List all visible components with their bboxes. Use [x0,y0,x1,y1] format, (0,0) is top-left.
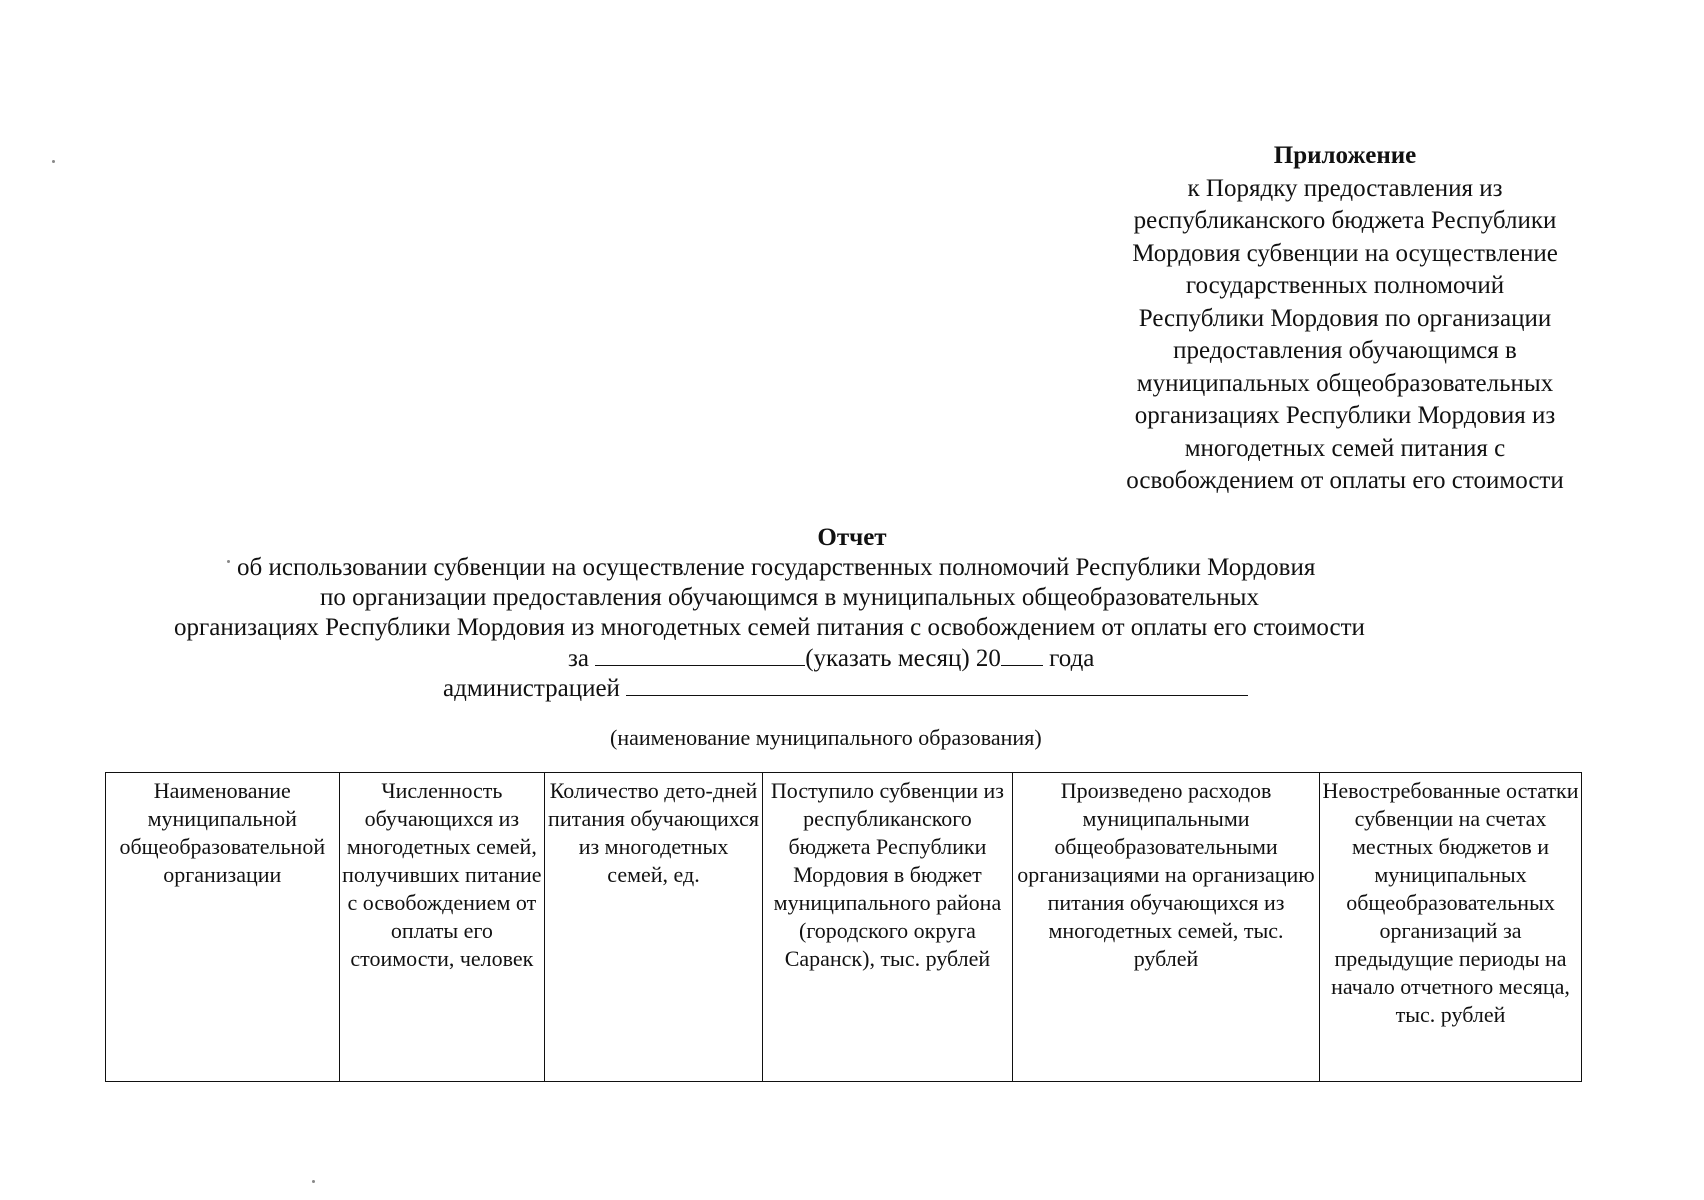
scan-speck [227,560,230,563]
column-header: Произведено расходов муниципальными общеобразовательными организациями на организацию питания обучающихся из многодетных семей, тыс. рублей [1013,773,1320,1082]
year-blank [1001,643,1043,666]
appendix-line: государственных полномочий [1185,272,1505,299]
appendix-line: многодетных семей питания с [1184,434,1506,462]
period-hint: (указать месяц) 20 [805,645,1001,672]
appendix-block [1085,140,1605,498]
column-header: Невостребованные остатки субвенции на счетах местных бюджетов и муниципальных общеобразовательных организаций за предыдущие периоды на начало отчетного месяца, тыс. рублей [1320,773,1582,1082]
month-blank [595,643,805,666]
scan-speck [312,1180,315,1183]
admin-label: администрацией [443,675,620,702]
appendix-title: Приложение [1273,142,1417,169]
appendix-line: Мордовия субвенции на осуществление [1132,239,1558,267]
admin-line [443,673,1248,704]
appendix-line: республиканского бюджета Республики [1133,207,1557,234]
period-prefix: за [568,645,589,672]
appendix-line: предоставления обучающимся в [1173,337,1517,364]
period-suffix: года [1049,645,1095,672]
report-table [105,772,1582,1082]
appendix-line: Республики Мордовия по организации [1138,304,1552,332]
report-title: Отчет [817,524,887,551]
table-header-row [106,773,1582,1082]
appendix-line: муниципальных общеобразовательных [1136,369,1554,397]
scan-speck [52,160,55,163]
report-line: по организации предоставления обучающимся в муниципальных общеобразовательных [320,584,1259,611]
appendix-line: к Порядку предоставления из [1187,174,1503,202]
appendix-line: организациях Республики Мордовия из [1134,402,1556,429]
admin-blank [626,673,1248,696]
column-header: Поступило субвенции из республиканского бюджета Республики Мордовия в бюджет муниципального района (городского округа Саранск), тыс. рублей [762,773,1012,1082]
column-header: Численность обучающихся из многодетных семей, получивших питание с освобождением от оплаты его стоимости, человек [339,773,545,1082]
report-line: об использовании субвенции на осуществление государственных полномочий Республики Мордовия [237,554,1316,581]
column-header: Наименование муниципальной общеобразовательной организации [106,773,340,1082]
column-header: Количество дето-дней питания обучающихся из многодетных семей, ед. [545,773,763,1082]
period-line [568,643,1094,674]
admin-caption: (наименование муниципального образования) [610,725,1042,750]
report-line: организациях Республики Мордовия из многодетных семей питания с освобождением от оплаты его стоимости [174,614,1365,641]
appendix-line: освобождением от оплаты его стоимости [1126,467,1564,494]
